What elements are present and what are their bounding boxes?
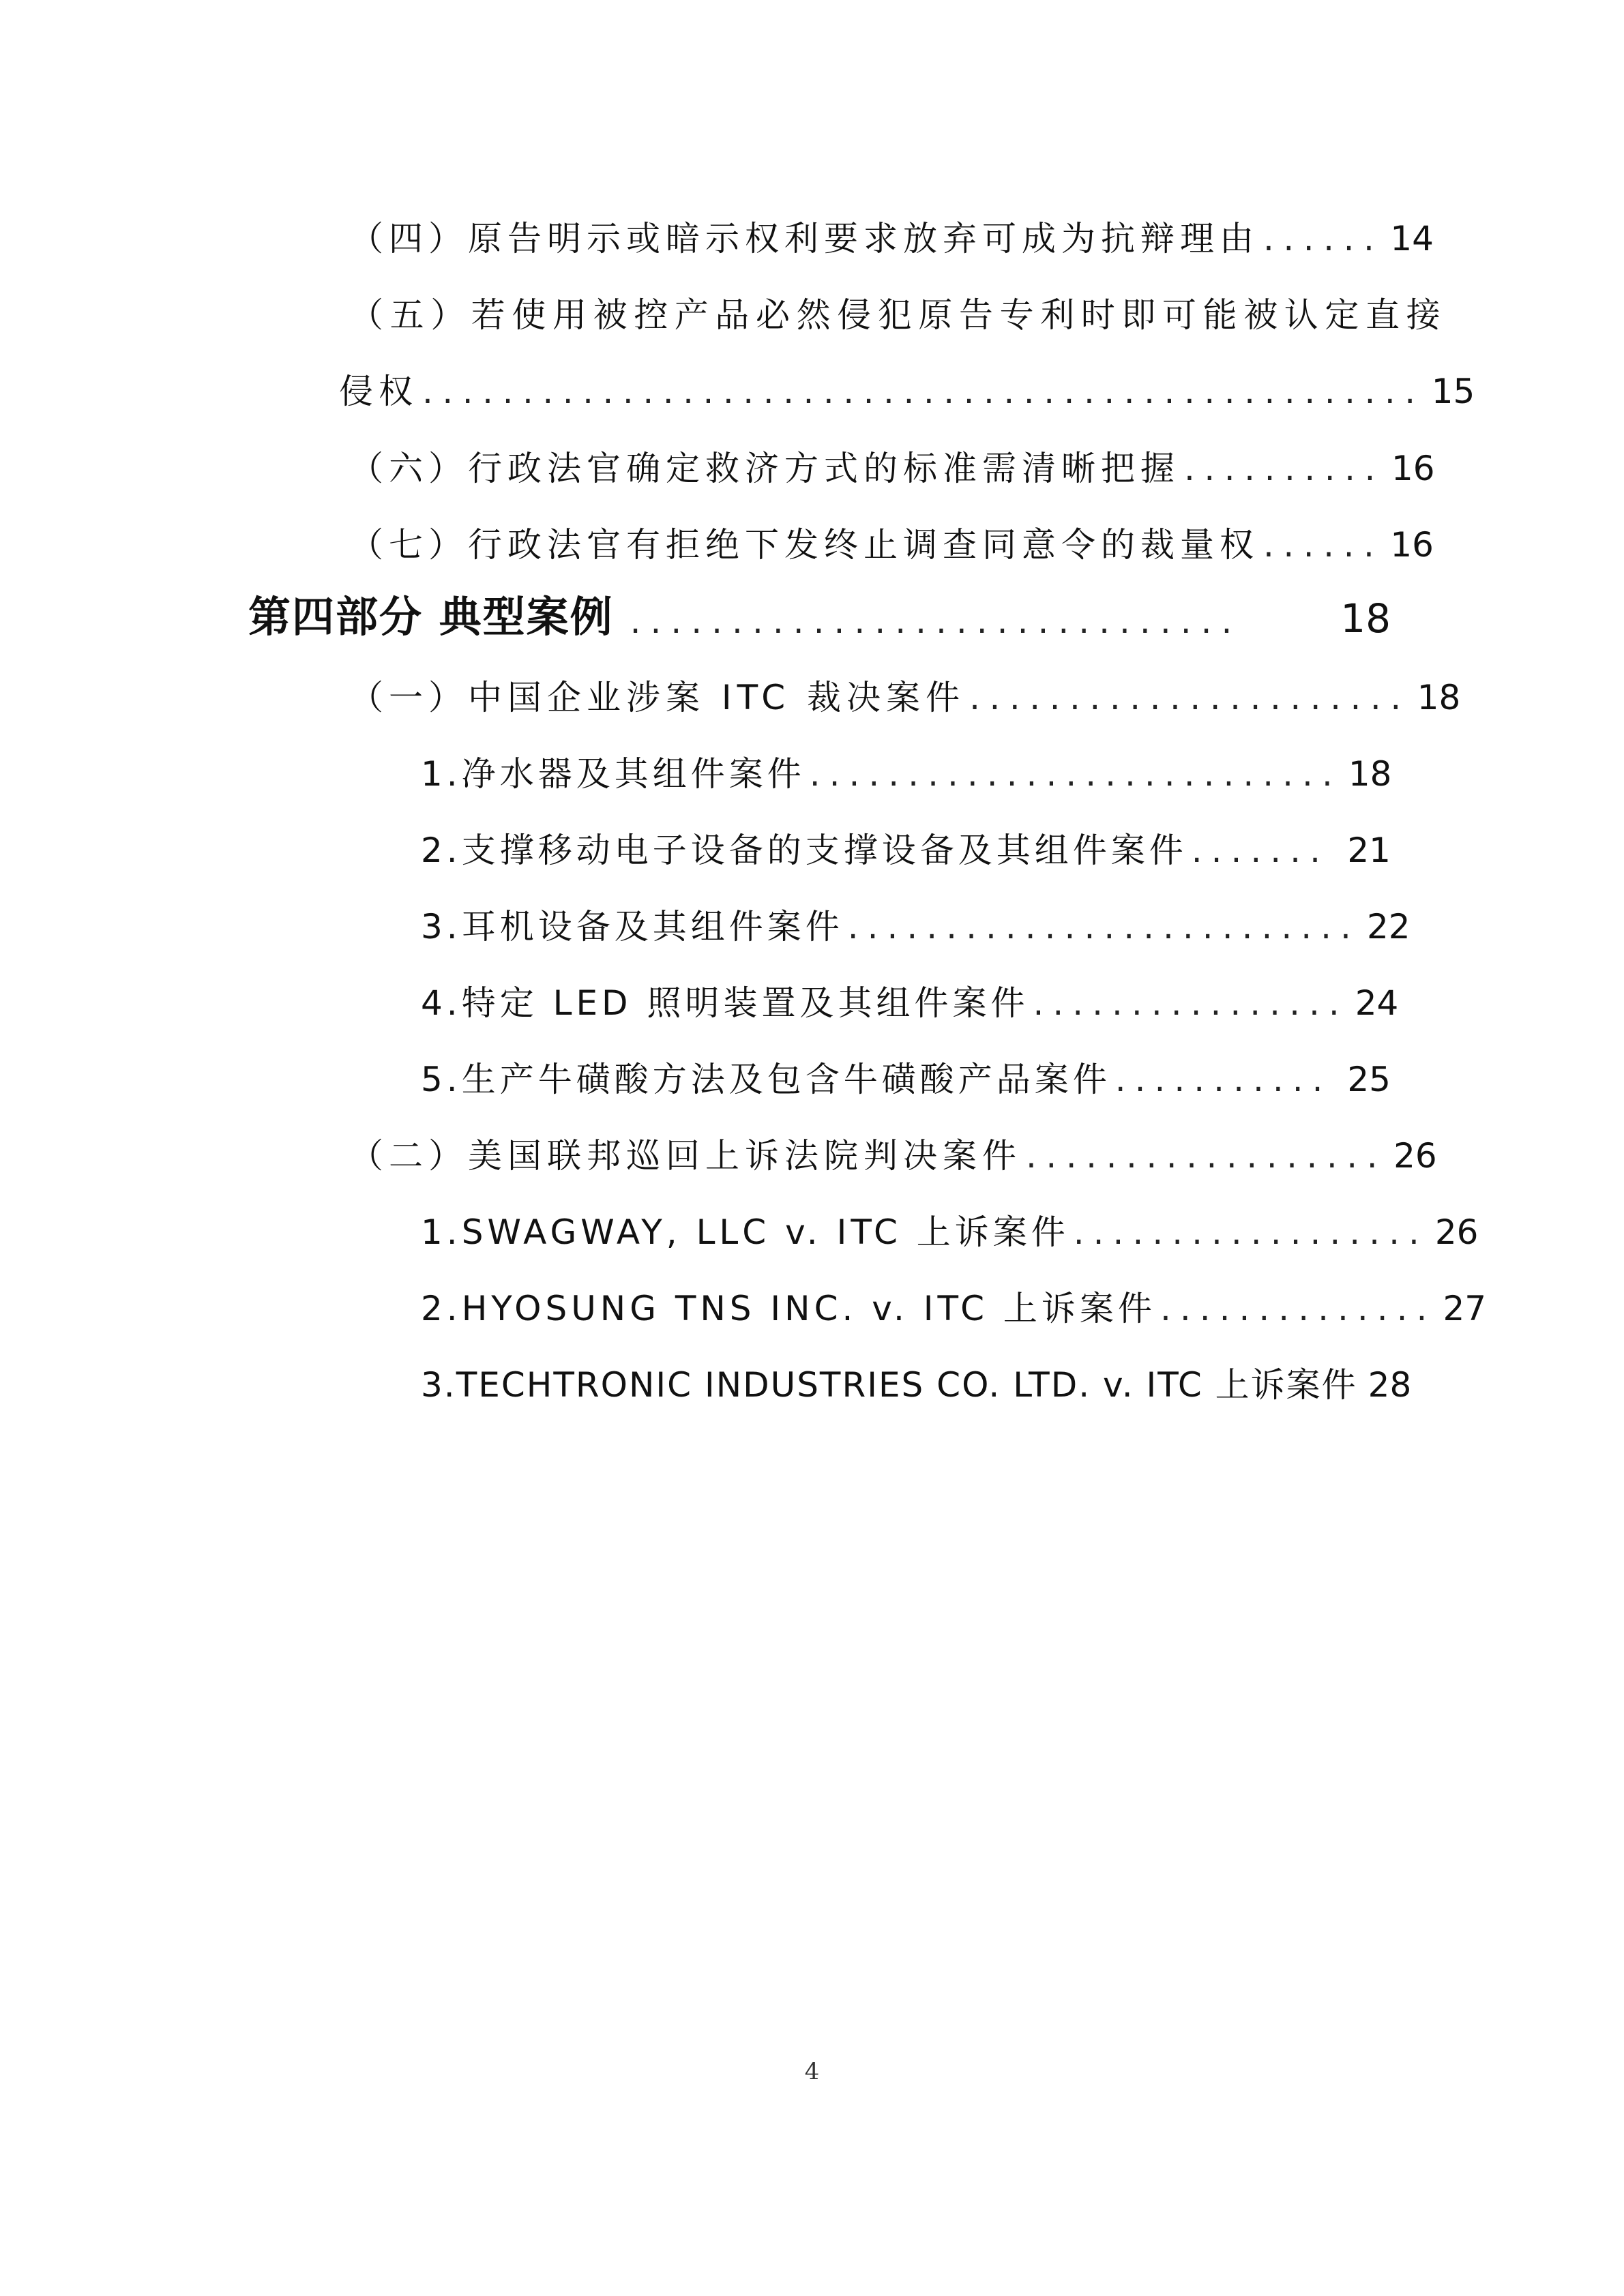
- toc-dot-leader: ..................................................: [422, 372, 1425, 411]
- toc-page-number: 18: [1340, 595, 1391, 642]
- toc-dot-leader: ................: [1033, 983, 1348, 1023]
- toc-entry-label: 第四部分 典型案例: [248, 592, 614, 642]
- toc-page-number: 15: [1431, 372, 1475, 411]
- toc-dot-leader: .......: [1191, 831, 1329, 870]
- toc-entry-case-1-4[interactable]: [421, 959, 1399, 1023]
- toc-page-number: 25: [1347, 1060, 1391, 1099]
- toc-entry-section-4-5[interactable]: [349, 271, 1447, 335]
- toc-page-number: 26: [1393, 1136, 1437, 1176]
- toc-page-number: 18: [1348, 754, 1392, 794]
- toc-entry-part-4[interactable]: [248, 577, 1391, 642]
- toc-entry-label: 1.SWAGWAY, LLC v. ITC 上诉案件: [421, 1212, 1069, 1252]
- toc-entry-label: （六）行政法官确定救济方式的标准需清晰把握: [349, 449, 1180, 488]
- toc-dot-leader: ..................: [1026, 1136, 1387, 1176]
- toc-entry-case-2-2[interactable]: [421, 1264, 1487, 1328]
- toc-entry-label: （二）美国联邦巡回上诉法院判决案件: [349, 1136, 1022, 1176]
- toc-dot-leader: ......: [1263, 525, 1384, 565]
- toc-page-number: 18: [1417, 678, 1461, 717]
- toc-page-number: 24: [1355, 983, 1399, 1023]
- toc-entry-label: （七）行政法官有拒绝下发终止调查同意令的裁量权: [349, 525, 1259, 565]
- toc-dot-leader: ..........: [1184, 449, 1385, 488]
- toc-page-number: 16: [1390, 525, 1434, 565]
- toc-dot-leader: ......: [1263, 219, 1384, 258]
- toc-entry-label: 3.TECHTRONIC INDUSTRIES CO. LTD. v. ITC 上诉案件: [421, 1365, 1357, 1405]
- toc-page-number: 28: [1368, 1365, 1412, 1405]
- toc-entry-label: 3.耳机设备及其组件案件: [421, 907, 844, 946]
- toc-entry-label: 2.支撑移动电子设备的支撑设备及其组件案件: [421, 831, 1187, 870]
- toc-entry-case-1-3[interactable]: [421, 882, 1411, 946]
- toc-entry-label: （四）原告明示或暗示权利要求放弃可成为抗辩理由: [349, 219, 1259, 258]
- toc-dot-leader: ..........................: [847, 907, 1360, 946]
- page-footer-number: 4: [804, 2058, 820, 2085]
- toc-entry-label: （五）若使用被控产品必然侵犯原告专利时即可能被认定直接: [349, 295, 1447, 335]
- toc-entry-case-1-5[interactable]: [421, 1035, 1391, 1097]
- toc-page-number: 22: [1366, 907, 1411, 946]
- toc-entry-label: 4.特定 LED 照明装置及其组件案件: [421, 983, 1029, 1023]
- toc-entry-case-2-3[interactable]: [421, 1341, 1412, 1405]
- toc-dot-leader: ..............: [1160, 1289, 1436, 1328]
- toc-dot-leader: ..............................: [630, 601, 1242, 641]
- toc-entry-cases-china-itc[interactable]: [349, 653, 1461, 717]
- toc-dot-leader: ...........: [1114, 1060, 1332, 1099]
- toc-entry-section-4-7[interactable]: [349, 501, 1434, 565]
- toc-entry-label: 5.生产牛磺酸方法及包含牛磺酸产品案件: [421, 1060, 1111, 1099]
- toc-page-number: 14: [1390, 219, 1434, 258]
- toc-entry-case-1-1[interactable]: [421, 730, 1392, 794]
- toc-page-number: 21: [1347, 831, 1391, 870]
- toc-entry-section-4-4[interactable]: [349, 194, 1434, 258]
- toc-entry-case-1-2[interactable]: [421, 806, 1391, 870]
- toc-dot-leader: ...........................: [809, 754, 1342, 794]
- toc-entry-section-4-6[interactable]: [349, 424, 1435, 488]
- toc-entry-label: 1.净水器及其组件案件: [421, 754, 806, 794]
- toc-entry-label: 2.HYOSUNG TNS INC. v. ITC 上诉案件: [421, 1289, 1156, 1328]
- toc-entry-label: 侵权: [339, 372, 418, 411]
- toc-page-number: 26: [1434, 1212, 1479, 1252]
- toc-page-number: 16: [1391, 449, 1435, 488]
- toc-page-number: 27: [1443, 1289, 1487, 1328]
- toc-entry-case-2-1[interactable]: [421, 1188, 1479, 1252]
- toc-dot-leader: ..................: [1073, 1212, 1428, 1252]
- toc-entry-cases-federal-circuit[interactable]: [349, 1112, 1437, 1176]
- toc-entry-section-4-5-continued[interactable]: [339, 347, 1475, 411]
- toc-entry-label: （一）中国企业涉案 ITC 裁决案件: [349, 678, 966, 717]
- toc-dot-leader: ......................: [969, 678, 1411, 717]
